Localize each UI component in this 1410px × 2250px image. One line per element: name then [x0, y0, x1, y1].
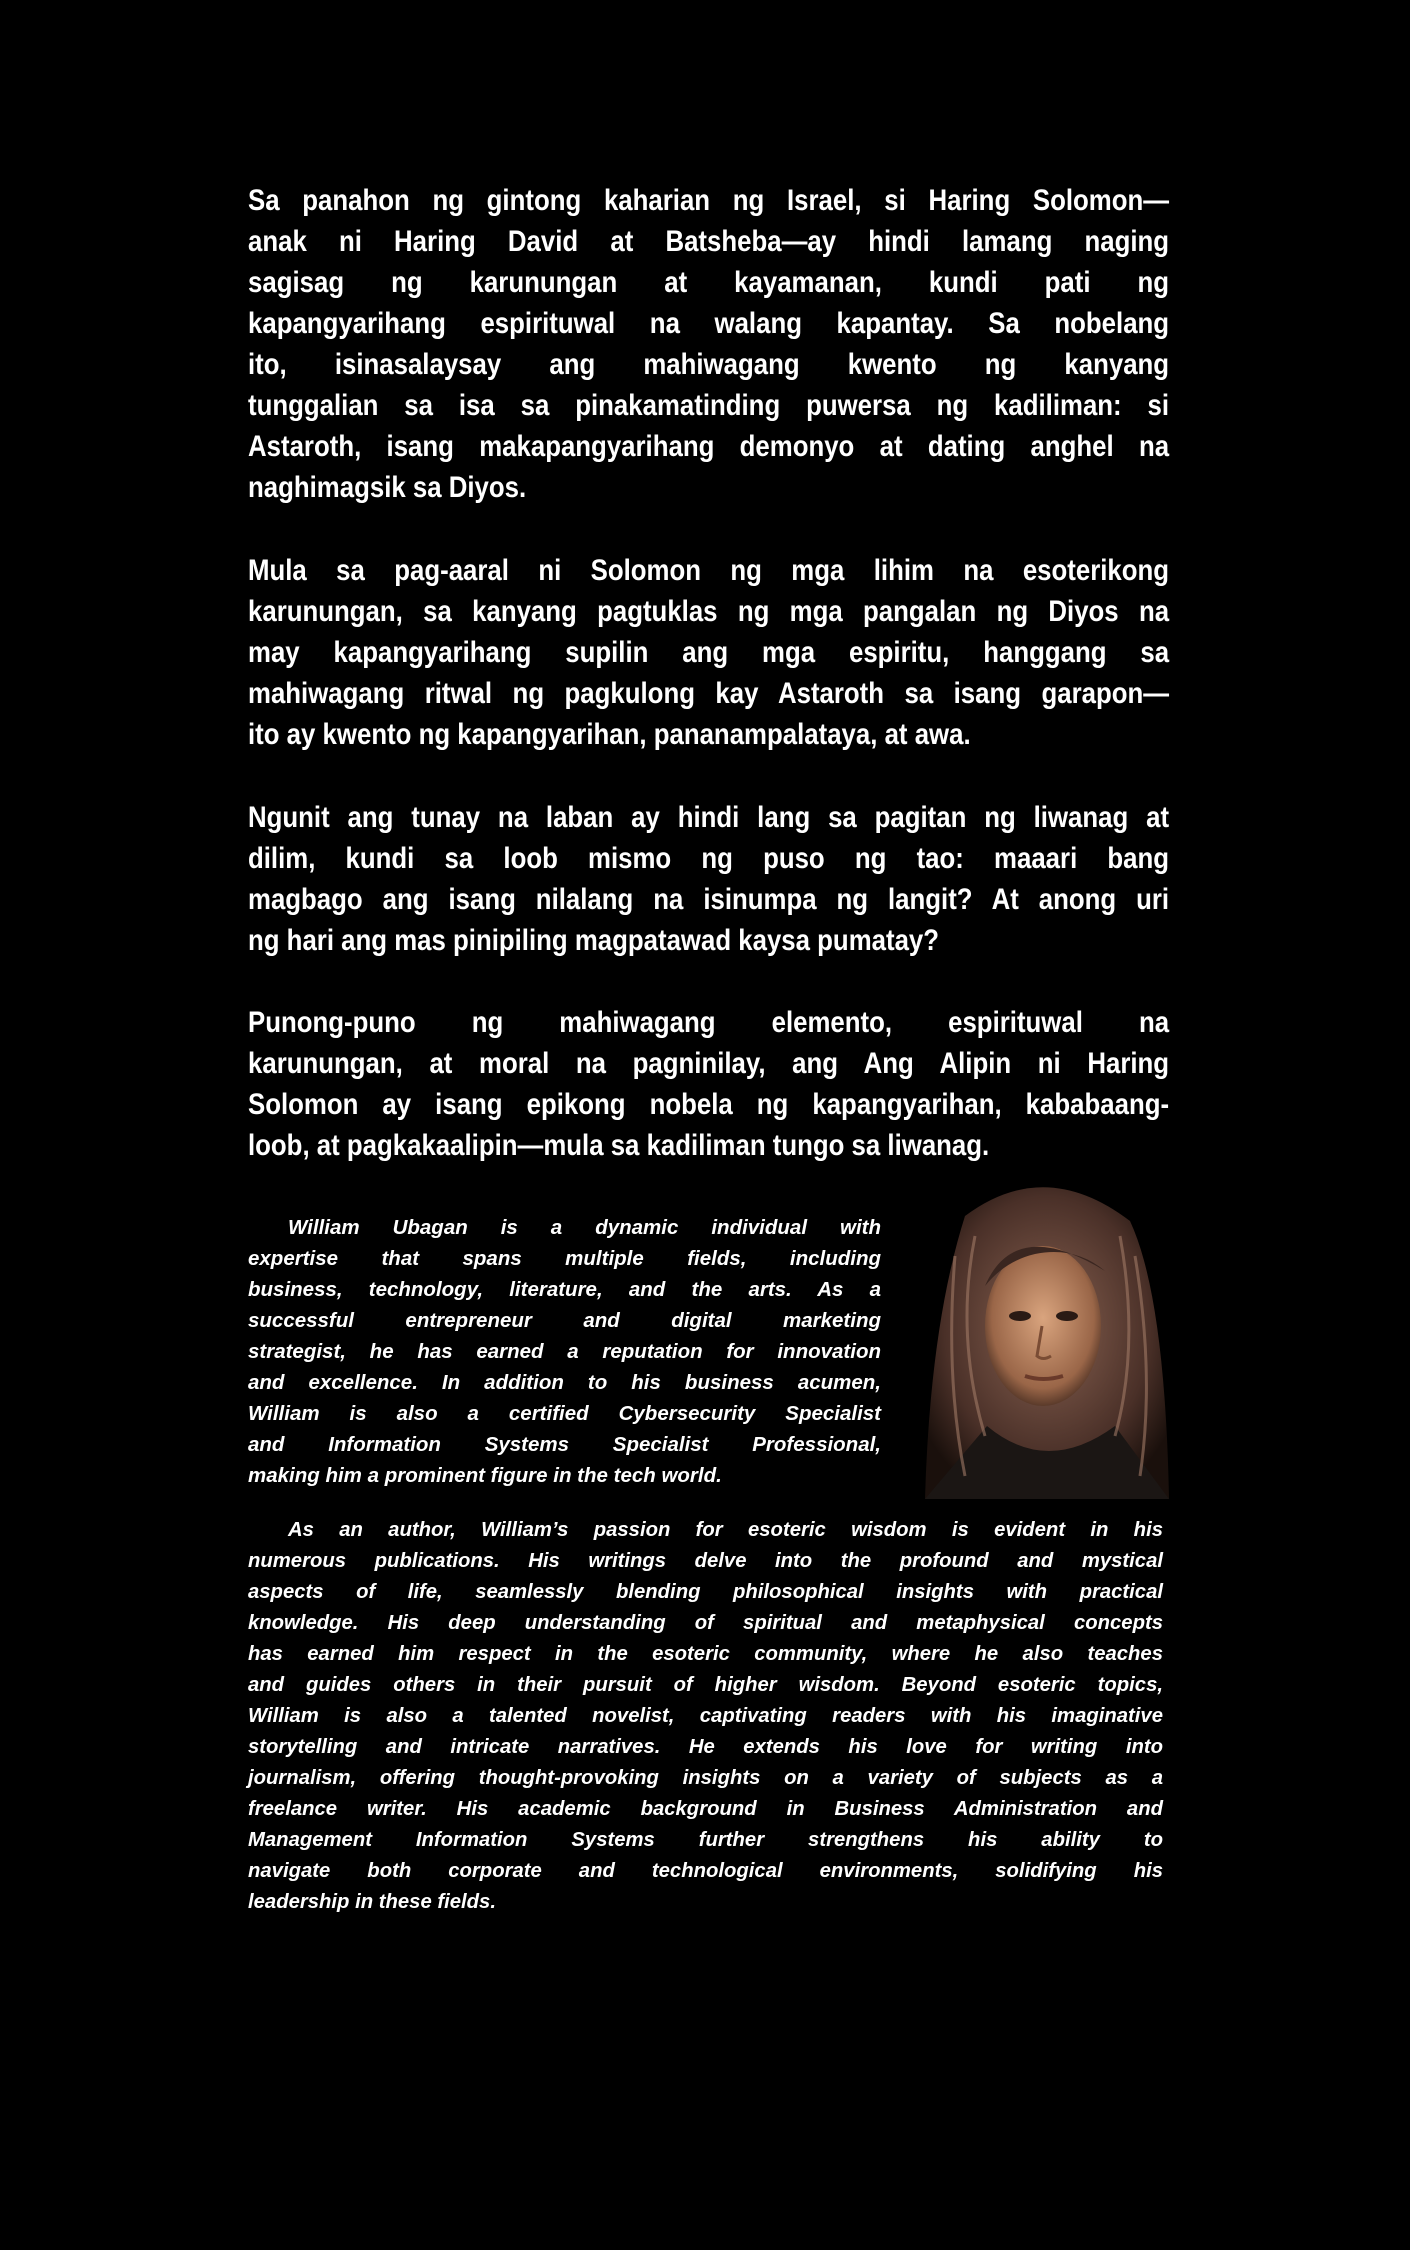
text-line: has earned him respect in the esoteric community, where he also teaches [248, 1643, 1163, 1665]
text-line: and guides others in their pursuit of higher wisdom. Beyond esoteric topics, [248, 1674, 1163, 1696]
text-line: and Information Systems Specialist Professional, [248, 1433, 881, 1456]
text-line: naghimagsik sa Diyos. [248, 471, 527, 504]
text-line: dilim, kundi sa loob mismo ng puso ng tao: maaari bang [248, 842, 1170, 875]
author-bio-paragraph-1 [248, 1212, 881, 1491]
text-line: aspects of life, seamlessly blending philosophical insights with practical [248, 1581, 1163, 1603]
text-line: making him a prominent figure in the tech world. [248, 1464, 722, 1487]
text-line: numerous publications. His writings delve into the profound and mystical [248, 1550, 1163, 1572]
text-line: William is also a certified Cybersecurity Specialist [248, 1402, 881, 1425]
text-line: knowledge. His deep understanding of spiritual and metaphysical concepts [248, 1612, 1163, 1634]
text-line: leadership in these fields. [248, 1891, 496, 1913]
text-line: Management Information Systems further strengthens his ability to [248, 1829, 1163, 1851]
author-photo [925, 1176, 1169, 1499]
text-line: kapangyarihang espirituwal na walang kapantay. Sa nobelang [248, 307, 1170, 340]
text-line: Mula sa pag-aaral ni Solomon ng mga lihim na esoterikong [248, 554, 1170, 587]
text-line: ito, isinasalaysay ang mahiwagang kwento ng kanyang [248, 348, 1170, 381]
text-line: Punong-puno ng mahiwagang elemento, espirituwal na [248, 1006, 1170, 1039]
text-line: strategist, he has earned a reputation for innovation [248, 1340, 881, 1363]
text-line: storytelling and intricate narratives. He extends his love for writing into [248, 1736, 1163, 1758]
text-line: ng hari ang mas pinipiling magpatawad kaysa pumatay? [248, 924, 940, 957]
synopsis-paragraph-3 [248, 797, 1169, 961]
synopsis-paragraph-1 [248, 180, 1169, 508]
text-line: sagisag ng karunungan at kayamanan, kundi pati ng [248, 266, 1170, 299]
text-line: Solomon ay isang epikong nobela ng kapangyarihan, kababaang- [248, 1088, 1170, 1121]
author-bio-paragraph-2 [248, 1515, 1163, 1918]
text-line: anak ni Haring David at Batsheba—ay hindi lamang naging [248, 225, 1170, 258]
text-line: Ngunit ang tunay na laban ay hindi lang sa pagitan ng liwanag at [248, 801, 1170, 834]
text-line: freelance writer. His academic background in Business Administration and [248, 1798, 1163, 1820]
text-line: expertise that spans multiple fields, including [248, 1247, 881, 1270]
text-line: karunungan, sa kanyang pagtuklas ng mga pangalan ng Diyos na [248, 595, 1170, 628]
text-line: magbago ang isang nilalang na isinumpa ng langit? At anong uri [248, 883, 1170, 916]
text-line: karunungan, at moral na pagninilay, ang Ang Alipin ni Haring [248, 1047, 1170, 1080]
text-line: journalism, offering thought-provoking insights on a variety of subjects as a [248, 1767, 1163, 1789]
text-line: William Ubagan is a dynamic individual with [288, 1216, 881, 1239]
text-line: may kapangyarihang supilin ang mga espiritu, hanggang sa [248, 636, 1170, 669]
text-line: and excellence. In addition to his business acumen, [248, 1371, 881, 1394]
text-line: navigate both corporate and technological environments, solidifying his [248, 1860, 1163, 1882]
text-line: business, technology, literature, and the arts. As a [248, 1278, 881, 1301]
text-line: William is also a talented novelist, captivating readers with his imaginative [248, 1705, 1163, 1727]
text-line: Astaroth, isang makapangyarihang demonyo at dating anghel na [248, 430, 1170, 463]
text-line: As an author, William’s passion for esoteric wisdom is evident in his [288, 1519, 1163, 1541]
text-line: tunggalian sa isa sa pinakamatinding puwersa ng kadiliman: si [248, 389, 1170, 422]
text-line: ito ay kwento ng kapangyarihan, pananampalataya, at awa. [248, 718, 971, 751]
text-line: mahiwagang ritwal ng pagkulong kay Astaroth sa isang garapon— [248, 677, 1170, 710]
text-line: Sa panahon ng gintong kaharian ng Israel, si Haring Solomon— [248, 184, 1170, 217]
synopsis-paragraph-2 [248, 550, 1169, 755]
text-line: loob, at pagkakaalipin—mula sa kadiliman tungo sa liwanag. [248, 1129, 990, 1162]
text-line: successful entrepreneur and digital marketing [248, 1309, 881, 1332]
synopsis-paragraph-4 [248, 1002, 1169, 1166]
